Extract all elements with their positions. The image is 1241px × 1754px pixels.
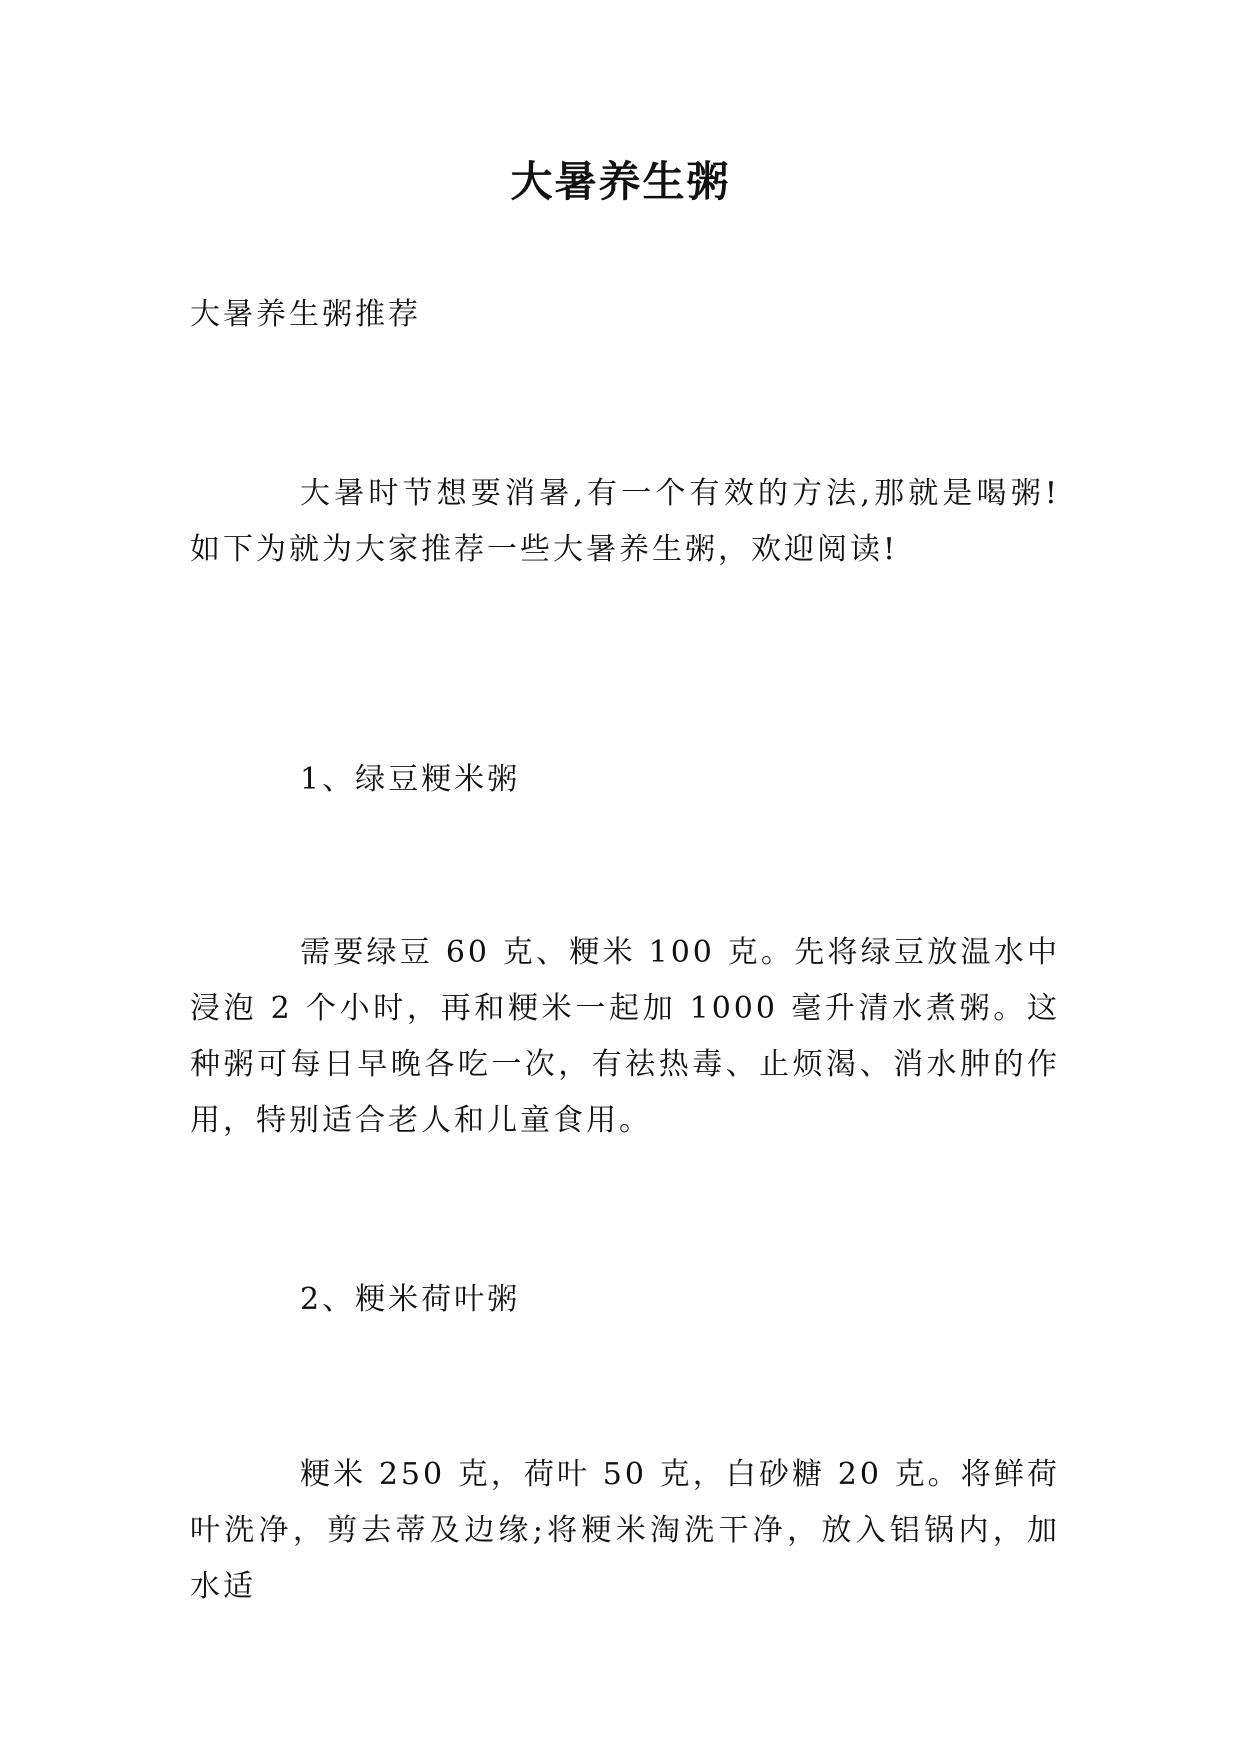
section-heading-2: 2、粳米荷叶粥	[300, 1282, 521, 1317]
section-heading-1: 1、绿豆粳米粥	[300, 762, 521, 797]
intro-paragraph: 大暑时节想要消暑,有一个有效的方法,那就是喝粥!如下为就为大家推荐一些大暑养生粥，欢迎阅读!	[190, 476, 1060, 567]
document-subtitle: 大暑养生粥推荐	[190, 297, 421, 332]
document-title: 大暑养生粥	[510, 157, 731, 206]
section-body-2: 粳米 250 克，荷叶 50 克，白砂糖 20 克。将鲜荷叶洗净，剪去蒂及边缘;将粳米淘洗干净，放入铝锅内，加水适	[190, 1457, 1060, 1604]
section-body-1: 需要绿豆 60 克、粳米 100 克。先将绿豆放温水中浸泡 2 个小时，再和粳米一起加 1000 毫升清水煮粥。这种粥可每日早晚各吃一次，有祛热毒、止烦渴、消水肿的作用，特别适合老人和儿童食用。	[190, 935, 1060, 1138]
